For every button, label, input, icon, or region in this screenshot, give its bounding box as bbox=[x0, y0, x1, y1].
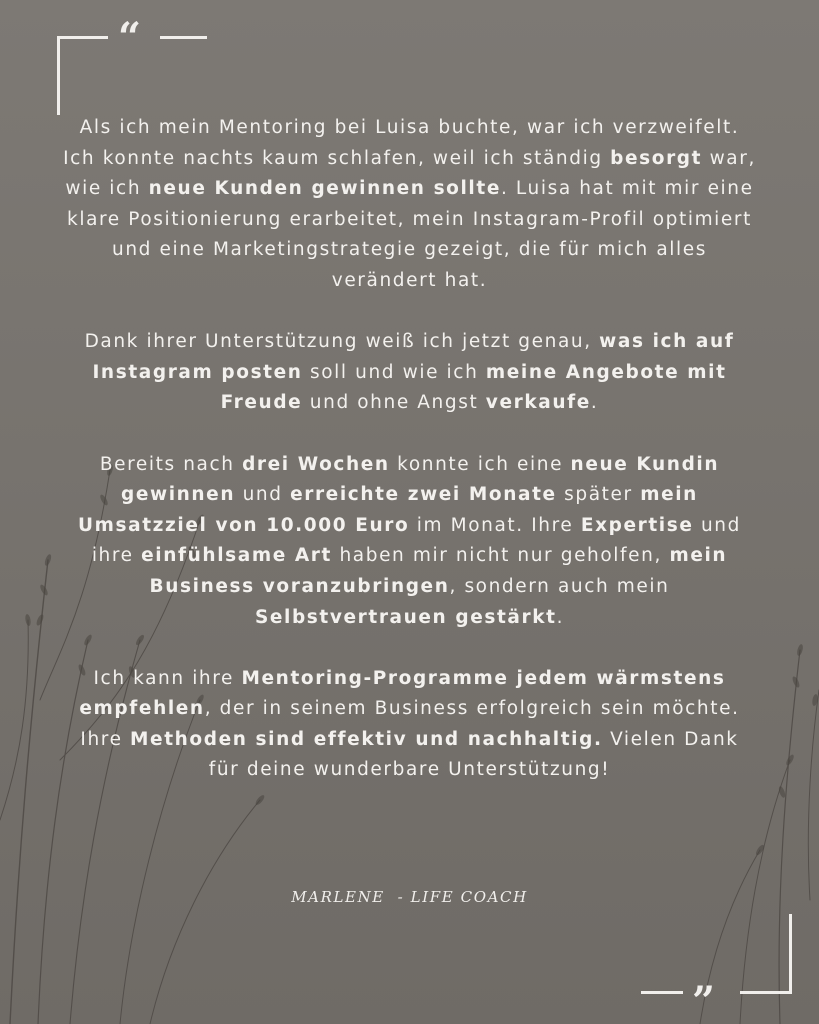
frame-bottom-right-horizontal bbox=[740, 991, 792, 994]
body-text: und bbox=[235, 484, 291, 506]
highlight-text: erreichte zwei Monate bbox=[290, 484, 557, 506]
body-text: , sondern auch mein bbox=[449, 575, 670, 597]
highlight-text: Selbstvertrauen gestärkt bbox=[254, 606, 557, 628]
highlight-text: neue Kundin gewinnen bbox=[121, 453, 720, 506]
body-text: Dank ihrer Unterstützung weiß ich jetzt genau, bbox=[84, 331, 600, 353]
body-text: . bbox=[556, 606, 565, 628]
frame-top-right-horizontal bbox=[160, 36, 207, 39]
highlight-text: Methoden sind effektiv und nachhaltig. bbox=[130, 728, 603, 750]
body-text: und ohne Angst bbox=[302, 392, 486, 414]
author-signature: MARLENE - LIFE COACH bbox=[291, 888, 528, 906]
testimonial-paragraph bbox=[62, 113, 757, 297]
body-text: Bereits nach bbox=[99, 453, 243, 475]
highlight-text: verkaufe bbox=[485, 392, 591, 414]
body-text: . Luisa hat mit mir eine klare Positionierung erarbeitet, mein Instagram-Profil optimiert und eine Marketingstrategie gezeigt, die für mich alles verändert hat. bbox=[67, 178, 754, 291]
body-text: Vielen Dank für deine wunderbare Unterstützung! bbox=[208, 728, 739, 781]
body-text: Ich kann ihre bbox=[93, 667, 242, 689]
highlight-text: mein Business voranzubringen bbox=[149, 545, 728, 597]
body-text: konnte ich eine bbox=[389, 453, 571, 475]
highlight-text: mein Umsatzziel von 10.000 Euro bbox=[78, 484, 698, 536]
highlight-text: meine Angebote mit Freude bbox=[220, 361, 727, 414]
body-text: Als ich mein Mentoring bei Luisa buchte, war ich verzweifelt. Ich konnte nachts kaum schlafen, weil ich ständig bbox=[63, 117, 740, 169]
highlight-text: Expertise bbox=[580, 514, 694, 536]
frame-top-left-vertical bbox=[57, 36, 60, 115]
frame-bottom-right-vertical bbox=[789, 914, 792, 994]
body-text: . bbox=[590, 392, 599, 414]
highlight-text: was ich auf Instagram posten bbox=[92, 331, 735, 383]
body-text: soll und wie ich bbox=[302, 361, 486, 383]
close-quote-icon: ” bbox=[692, 978, 717, 1024]
body-text: im Monat. Ihre bbox=[409, 514, 581, 536]
frame-bottom-left-horizontal bbox=[641, 991, 683, 994]
body-text: haben mir nicht nur geholfen, bbox=[331, 545, 670, 567]
highlight-text: neue Kunden gewinnen sollte bbox=[148, 178, 501, 200]
body-text: und ihre bbox=[91, 514, 741, 567]
testimonial-paragraph bbox=[62, 450, 757, 634]
highlight-text: drei Wochen bbox=[242, 453, 390, 475]
highlight-text: besorgt bbox=[610, 147, 703, 169]
body-text: , der in seinem Business erfolgreich sein möchte. Ihre bbox=[80, 698, 740, 750]
open-quote-icon: “ bbox=[118, 14, 143, 61]
testimonial-paragraph bbox=[62, 327, 757, 419]
body-text: war, wie ich bbox=[65, 147, 756, 200]
highlight-text: einfühlsame Art bbox=[141, 545, 332, 567]
frame-top-left-horizontal bbox=[57, 36, 108, 39]
body-text: später bbox=[556, 484, 641, 506]
testimonial-text bbox=[62, 113, 757, 817]
highlight-text: Mentoring-Programme jedem wärmstens empfehlen bbox=[79, 667, 726, 720]
testimonial-paragraph bbox=[62, 664, 757, 786]
